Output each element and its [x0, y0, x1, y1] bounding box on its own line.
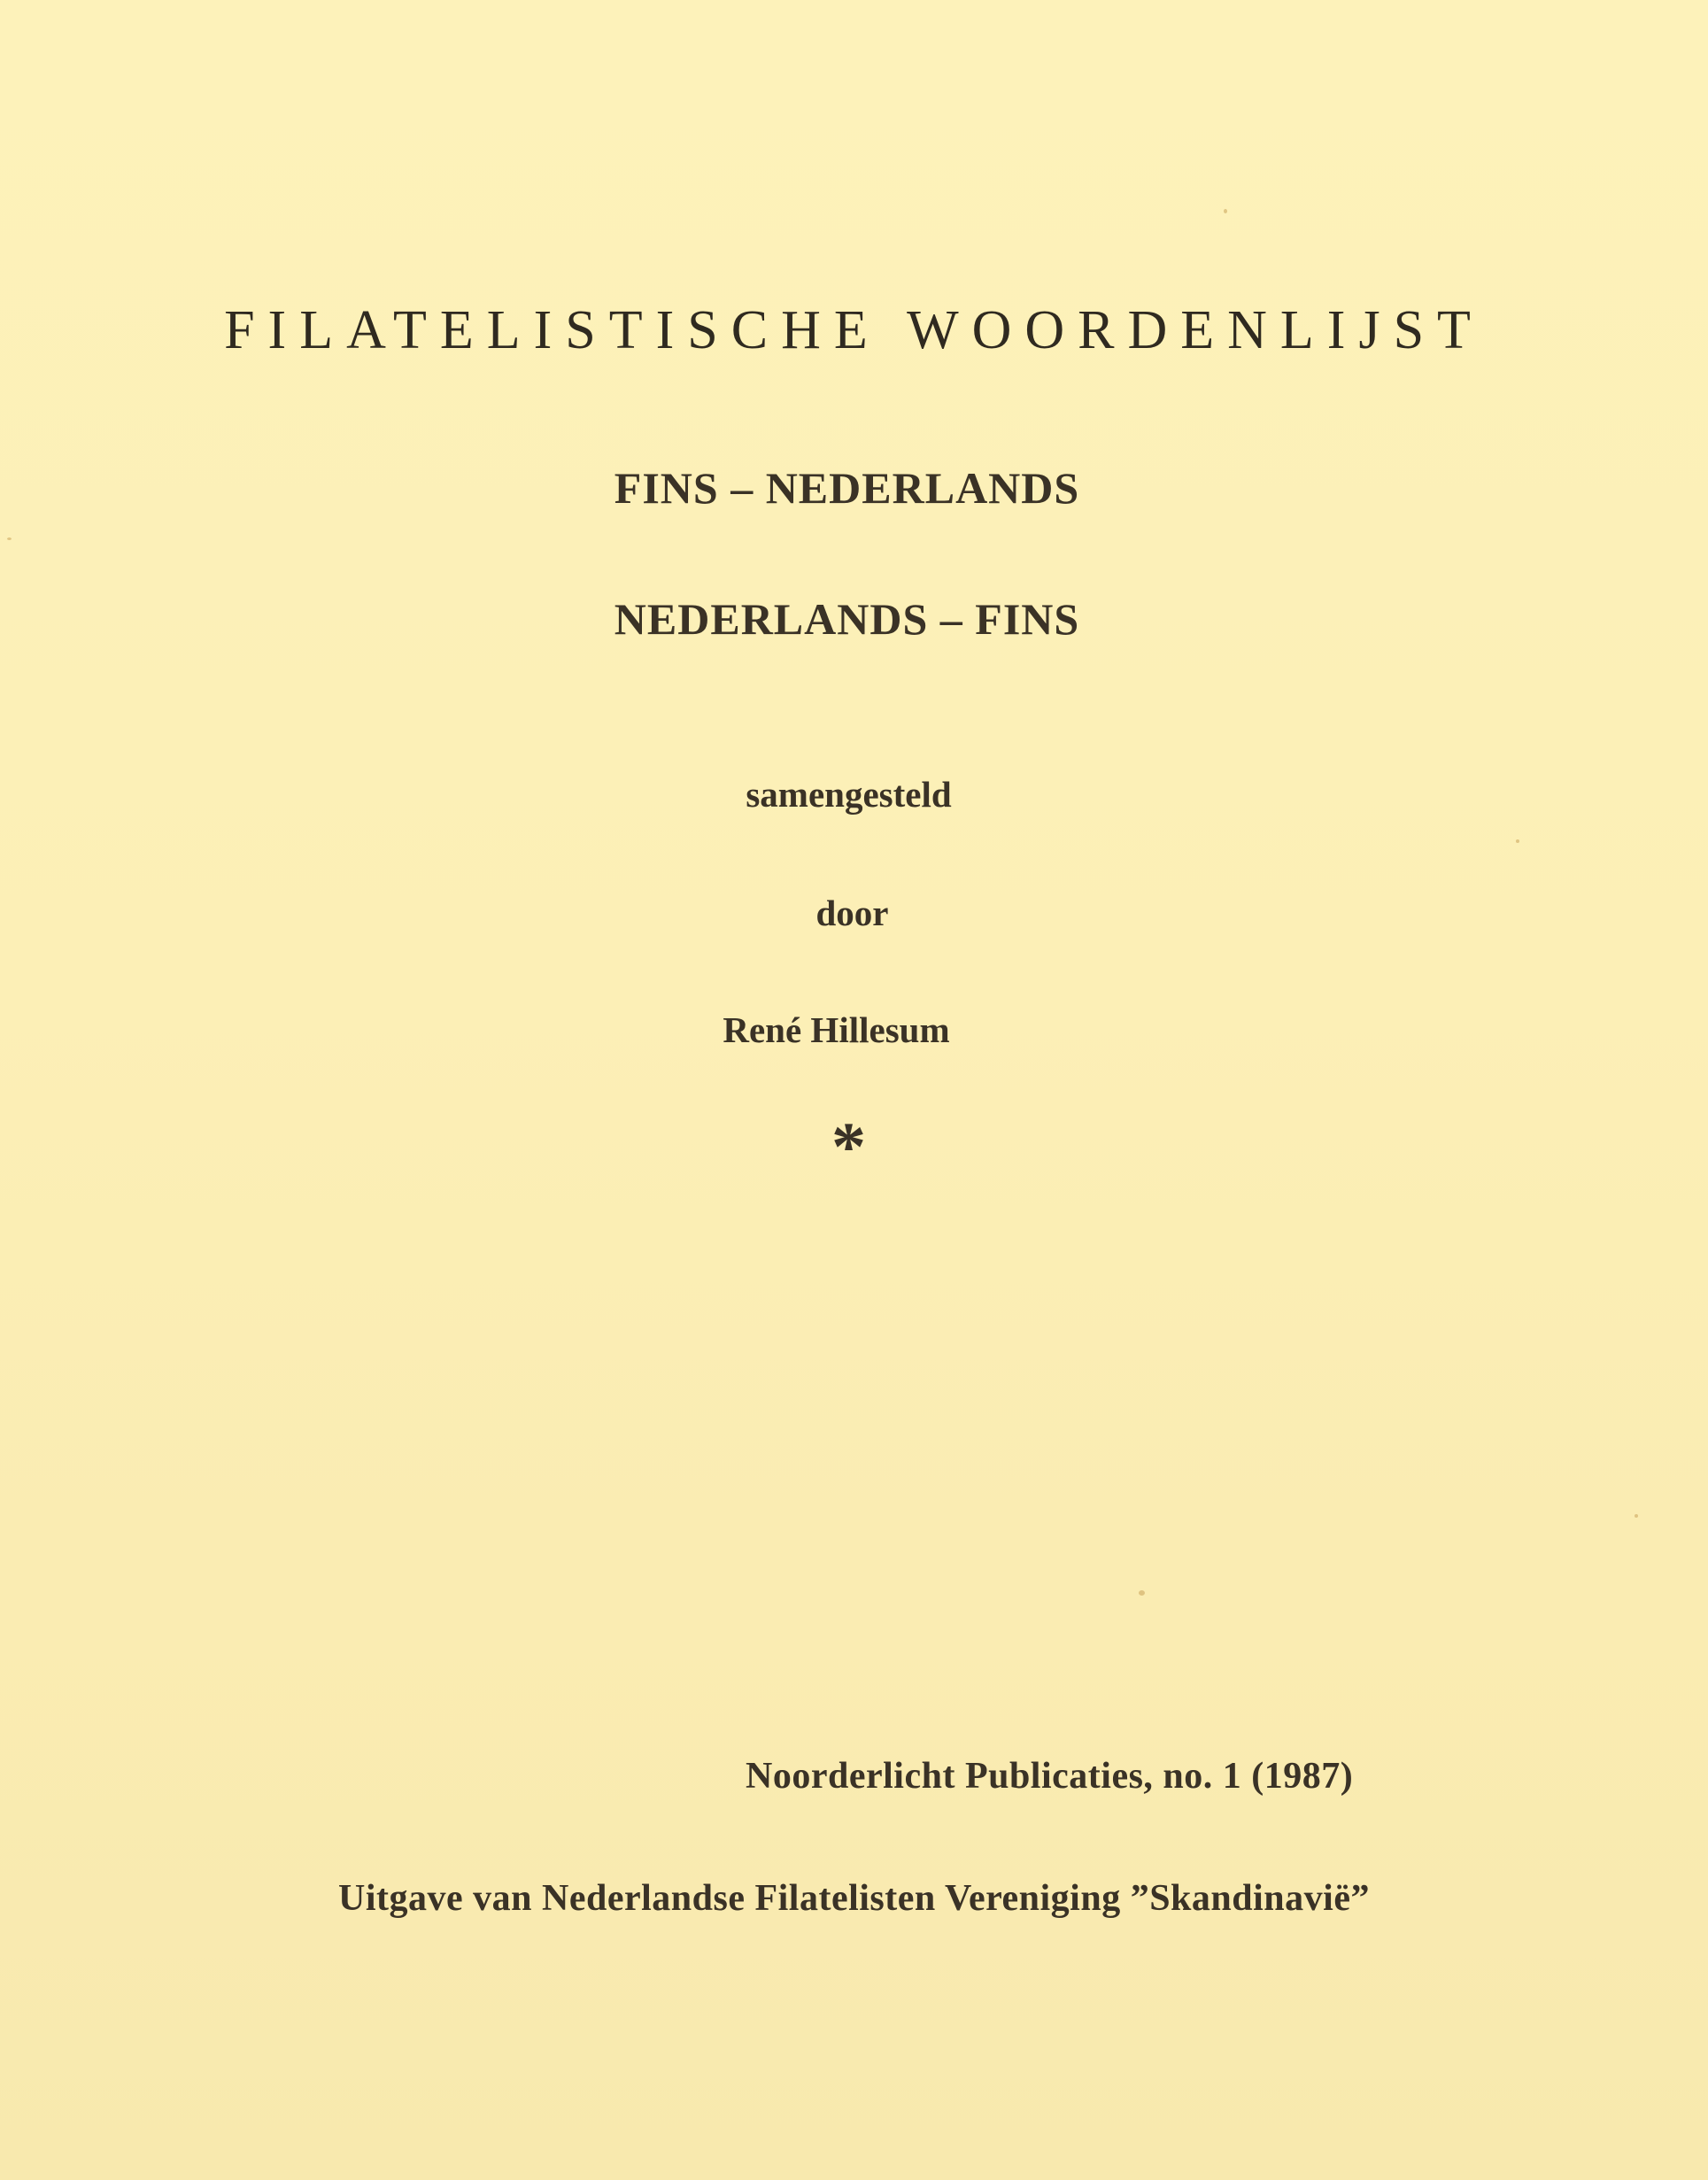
paper-speck: [1635, 1514, 1638, 1518]
by-label: door: [815, 893, 889, 933]
paper-speck: [1139, 1590, 1145, 1596]
author-name: René Hillesum: [723, 1009, 950, 1050]
asterisk-ornament: *: [831, 1108, 866, 1185]
compiled-label: samengesteld: [746, 774, 952, 815]
subtitle-nederlands-fins: NEDERLANDS – FINS: [614, 594, 1080, 644]
paper-speck: [1516, 839, 1519, 843]
subtitle-fins-nederlands: FINS – NEDERLANDS: [614, 463, 1080, 513]
paper-speck: [1224, 209, 1227, 213]
publication-series: Noorderlicht Publicaties, no. 1 (1987): [746, 1756, 1354, 1797]
publisher-line: Uitgave van Nederlandse Filatelisten Vereniging ”Skandinavië”: [338, 1878, 1370, 1919]
paper-speck: [7, 537, 12, 540]
document-title: FILATELISTISCHE WOORDENLIJST: [224, 300, 1484, 360]
